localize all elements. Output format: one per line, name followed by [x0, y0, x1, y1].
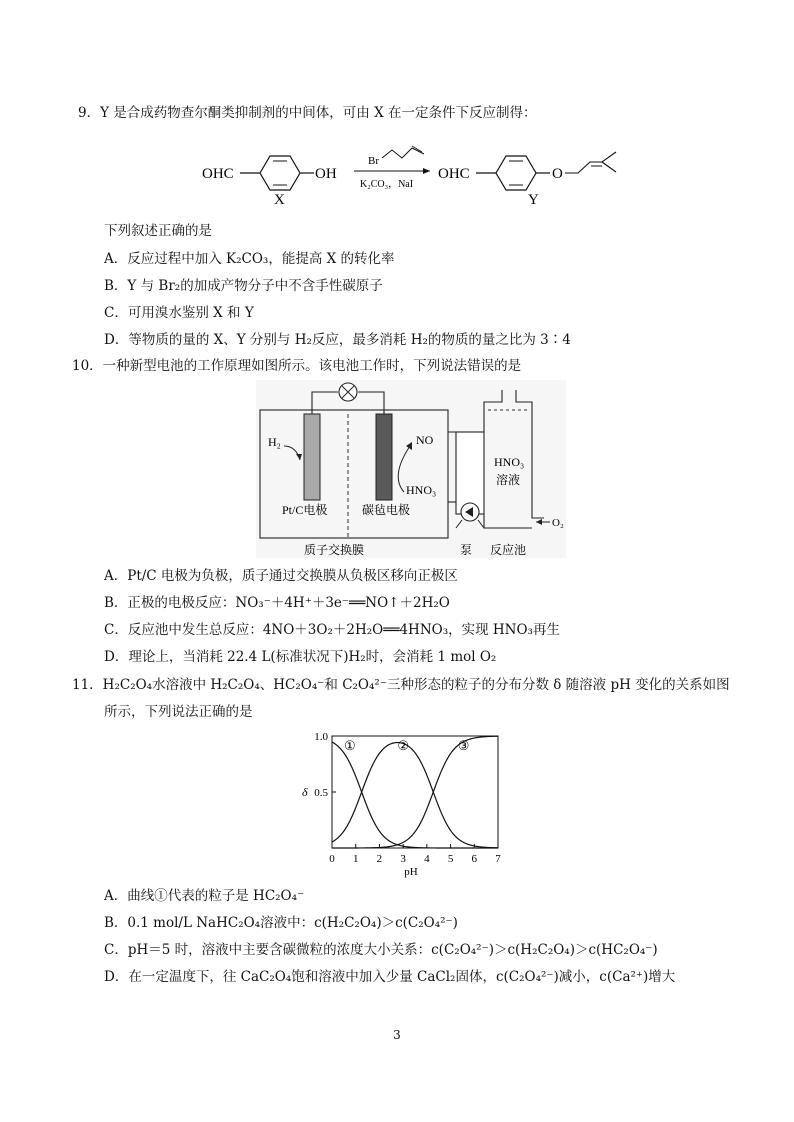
- ptc-label: Pt/C电极: [282, 503, 328, 517]
- q10-option-d[interactable]: D．理论上，当消耗 22.4 L(标准状况下)H₂时，会消耗 1 mol O₂: [104, 649, 497, 665]
- q11-option-d[interactable]: D．在一定温度下，往 CaC₂O₄饱和溶液中加入少量 CaCl₂固体，c(C₂O₄²⁻)减小，c(Ca²⁺)增大: [104, 969, 676, 985]
- q10-option-b[interactable]: B．正极的电极反应：NO₃⁻＋4H⁺＋3e⁻══NO↑＋2H₂O: [104, 595, 450, 611]
- q9-stem: 9．Y 是合成药物查尔酮类抑制剂的中间体，可由 X 在一定条件下反应制得：: [78, 105, 537, 121]
- q11-stem-2: 所示，下列说法正确的是: [104, 704, 253, 720]
- o2-label: O₂: [552, 517, 564, 529]
- q10-option-a[interactable]: A．Pt/C 电极为负极，质子通过交换膜从负极区移向正极区: [104, 568, 458, 584]
- hno3-solution-label: HNO₃: [494, 455, 525, 469]
- q9-option-b[interactable]: B．Y 与 Br₂的加成产物分子中不含手性碳原子: [104, 278, 383, 294]
- carbon-label: 碳毡电极: [362, 503, 411, 517]
- membrane-label: 质子交换膜: [304, 543, 365, 557]
- y-label: Y: [528, 192, 539, 208]
- x-tick-label: 1: [352, 853, 359, 865]
- x-cho-label: OHC: [202, 166, 234, 182]
- q11-stem-1: 11．H₂C₂O₄水溶液中 H₂C₂O₄、HC₂O₄⁻和 C₂O₄²⁻三种形态的粒子的分布分数 δ 随溶液 pH 变化的关系如图: [72, 677, 730, 693]
- series-label-2: ②: [397, 738, 409, 753]
- y-cho-label: OHC: [438, 166, 470, 182]
- x-axis-label: pH: [404, 866, 418, 878]
- q11-option-b[interactable]: B．0.1 mol/L NaHC₂O₄溶液中：c(H₂C₂O₄)＞c(C₂O₄²⁻): [104, 915, 458, 931]
- x-tick-label: 7: [495, 853, 501, 865]
- hno3-solution-label-2: 溶液: [496, 473, 521, 487]
- page-number: 3: [393, 1028, 401, 1042]
- series-label-1: ①: [343, 738, 356, 753]
- battery-diagram: [256, 380, 566, 558]
- q10-option-c[interactable]: C．反应池中发生总反应：4NO＋3O₂＋2H₂O══4HNO₃，实现 HNO₃再生: [104, 622, 560, 638]
- x-tick-label: 3: [400, 853, 406, 865]
- y-o-label: O: [552, 166, 563, 182]
- series-label-3: ③: [457, 738, 470, 753]
- carbon-electrode: [376, 414, 392, 500]
- q10-stem: 10．一种新型电池的工作原理如图所示。该电池工作时，下列说法错误的是: [72, 358, 522, 374]
- hno3-left-label: HNO₃: [406, 483, 437, 497]
- tank-label: 反应池: [490, 543, 527, 557]
- q9-reaction-scheme: [198, 140, 638, 208]
- ptc-electrode: [304, 414, 320, 500]
- x-tick-label: 2: [376, 853, 383, 865]
- reagent-br: Br: [368, 155, 379, 167]
- x-oh-label: OH: [315, 166, 337, 182]
- q9-option-d[interactable]: D．等物质的量的 X、Y 分别与 H₂反应，最多消耗 H₂的物质的量之比为 3∶4: [104, 332, 571, 348]
- x-tick-label: 5: [447, 853, 454, 865]
- q9-prompt: 下列叙述正确的是: [104, 223, 212, 239]
- x-tick-label: 6: [471, 853, 478, 865]
- reagent-conditions: K₂CO₃，NaI: [360, 179, 414, 190]
- q9-option-c[interactable]: C．可用溴水鉴别 X 和 Y: [104, 305, 254, 321]
- x-tick-label: 4: [424, 853, 430, 865]
- pump-label: 泵: [460, 543, 473, 557]
- x-label: X: [274, 192, 285, 208]
- q11-option-c[interactable]: C．pH＝5 时，溶液中主要含碳微粒的浓度大小关系：c(C₂O₄²⁻)＞c(H₂C₂O₄)＞c(HC₂O₄⁻): [104, 942, 658, 958]
- h2-label: H₂: [268, 435, 281, 449]
- y-tick-label: 0.5: [314, 787, 328, 799]
- x-tick-label: 0: [329, 853, 335, 865]
- no-label: NO: [416, 433, 434, 447]
- q11-option-a[interactable]: A．曲线①代表的粒子是 HC₂O₄⁻: [104, 888, 305, 904]
- y-axis-label: δ: [302, 785, 308, 799]
- q9-option-a[interactable]: A．反应过程中加入 K₂CO₃，能提高 X 的转化率: [104, 251, 395, 267]
- y-tick-label: 1.0: [314, 731, 328, 743]
- distribution-chart: [296, 728, 516, 878]
